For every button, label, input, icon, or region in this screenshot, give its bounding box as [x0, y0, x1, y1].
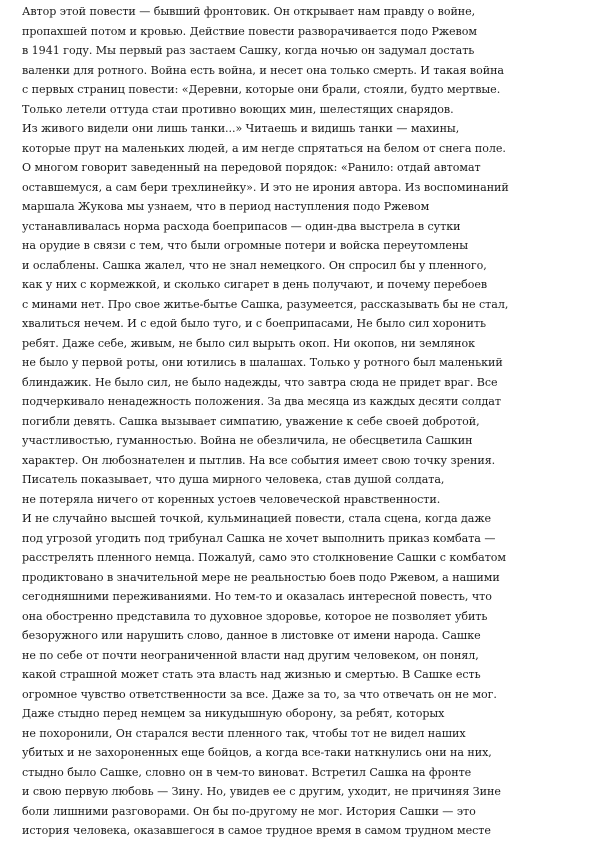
text-line: продиктовано в значительной мере не реальностью боев подо Ржевом, а нашими — [22, 570, 500, 584]
text-line: и ослаблены. Сашка жалел, что не знал немецкого. Он спросил бы у пленного, — [22, 258, 487, 272]
text-line: Писатель показывает, что душа мирного человека, став душой солдата, — [22, 473, 445, 486]
text-line: она обостренно представила то духовное здоровье, которое не позволяет убить — [22, 609, 488, 623]
text-line: с минами нет. Про свое житье-бытье Сашка, разумеется, рассказывать бы не стал, — [22, 297, 509, 311]
text-line: не потеряла ничего от коренных устоев человеческой нравственности. — [22, 492, 441, 506]
text-line: которые прут на маленьких людей, а им негде спрятаться на белом от снега поле. — [22, 141, 506, 155]
text-line: Только летели оттуда стаи противно воющих мин, шелестящих снарядов. — [22, 102, 454, 116]
text-line: характер. Он любознателен и пытлив. На все события имеет свою точку зрения. — [22, 453, 496, 467]
text-line: подчеркивало ненадежность положения. За два месяца из каждых десяти солдат — [22, 395, 501, 408]
text-line: сегодняшними переживаниями. Но тем-то и оказалась интересной повесть, что — [22, 590, 492, 603]
text-line: с первых страниц повести: «Деревни, которые они брали, стояли, будто мертвые. — [22, 83, 501, 96]
text-line: И не случайно высшей точкой, кульминацией повести, стала сцена, когда даже — [22, 512, 492, 525]
text-line: Автор этой повести — бывший фронтовик. Он открывает нам правду о войне, — [22, 5, 476, 18]
text-line: погибли девять. Сашка вызывает симпатию, уважение к себе своей добротой, — [22, 414, 480, 428]
text-line: не было у первой роты, они ютились в шалашах. Только у ротного был маленький — [22, 356, 503, 369]
text-line: пропахшей потом и кровью. Действие повести разворачивается подо Ржевом — [22, 24, 477, 38]
text-line: какой страшной может стать эта власть над жизнью и смертью. В Сашке есть — [22, 668, 481, 681]
text-line: маршала Жукова мы узнаем, что в период наступления подо Ржевом — [22, 200, 430, 213]
text-line: под угрозой угодить под трибунал Сашка не хочет выполнить приказ комбата — — [22, 531, 496, 545]
text-line: как у них с кормежкой, и сколько сигарет в день получают, и почему перебоев — [22, 278, 488, 291]
text-line: боли лишними разговорами. Он бы по-другому не мог. История Сашки — это — [22, 804, 476, 818]
text-line: участливостью, гуманностью. Война не обезличила, не обесцветила Сашкин — [22, 434, 473, 447]
text-line: история человека, оказавшегося в самое трудное время в самом трудном месте — [22, 824, 491, 837]
text-line: не похоронили, Он старался вести пленного так, чтобы тот не видел наших — [22, 726, 466, 740]
text-line: Даже стыдно перед немцем за никудышную оборону, за ребят, которых — [22, 707, 445, 720]
text-line: О многом говорит заведенный на передовой порядок: «Ранило: отдай автомат — [22, 161, 481, 174]
text-line: убитых и не захороненных еще бойцов, а когда все-таки наткнулись они на них, — [22, 746, 492, 759]
text-line: на орудие в связи с тем, что были огромные потери и войска переутомлены — [22, 239, 469, 252]
text-line: ребят. Даже себе, живым, не было сил вырыть окоп. Ни окопов, ни землянок — [22, 336, 476, 350]
text-line: и свою первую любовь — Зину. Но, увидев ее с другим, уходит, не причиняя Зине — [22, 785, 501, 798]
text-line: оставшемуся, а сам бери трехлинейку». И это не ирония автора. Из воспоминаний — [22, 180, 509, 194]
text-line: устанавливалась норма расхода боеприпасов — один-два выстрела в сутки — [22, 219, 461, 233]
text-line: валенки для ротного. Война есть война, и несет она только смерть. И такая война — [22, 63, 504, 77]
text-line: Из живого видели они лишь танки...» Читаешь и видишь танки — махины, — [22, 122, 460, 135]
text-line: стыдно было Сашке, словно он в чем-то виноват. Встретил Сашка на фронте — [22, 765, 472, 779]
text-line: хвалиться нечем. И с едой было туго, и с боеприпасами, Не было сил хоронить — [22, 317, 486, 330]
text-line: расстрелять пленного немца. Пожалуй, само это столкновение Сашки с комбатом — [22, 551, 507, 564]
text-line: не по себе от почти неограниченной власти над другим человеком, он понял, — [22, 648, 479, 662]
text-line: огромное чувство ответственности за все. Даже за то, за что отвечать он не мог. — [22, 687, 497, 701]
essay-text — [22, 2, 577, 841]
text-line: блиндажик. Не было сил, не было надежды, что завтра сюда не придет враг. Все — [22, 375, 498, 389]
text-line: безоружного или нарушить слово, данное в листовке от имени народа. Сашке — [22, 629, 481, 642]
text-line: в 1941 году. Мы первый раз застаем Сашку, когда ночью он задумал достать — [22, 44, 475, 57]
